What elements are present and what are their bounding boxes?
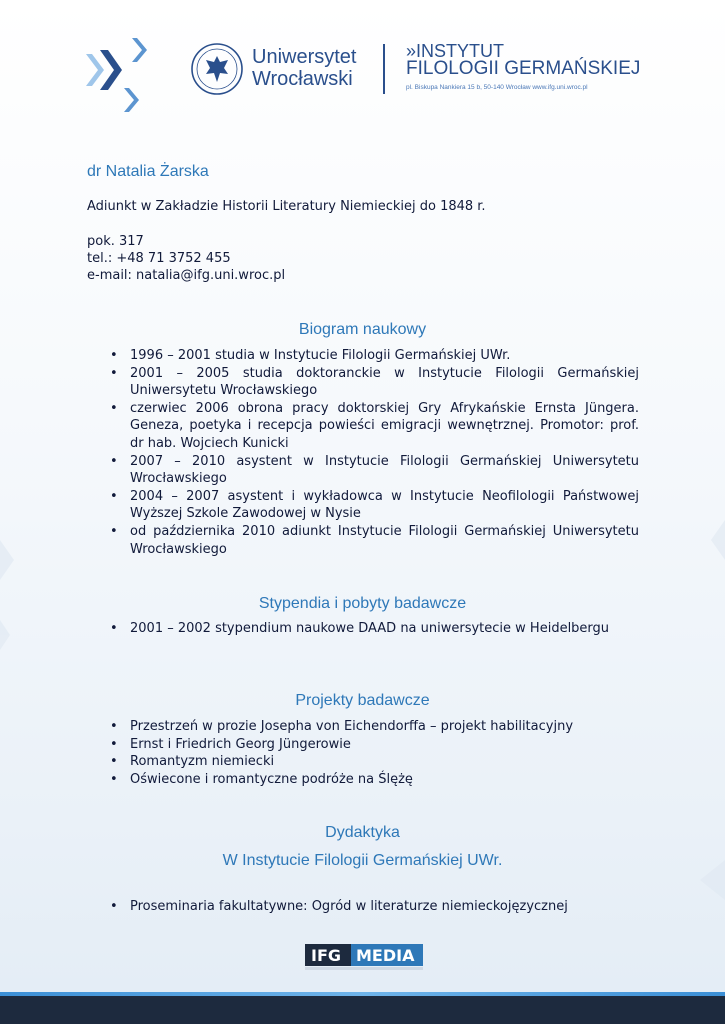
list-item-text: Oświecone i romantyczne podróże na Ślężę bbox=[130, 771, 413, 787]
bullet-icon: • bbox=[110, 736, 118, 752]
person-phone: tel.: +48 71 3752 455 bbox=[87, 251, 231, 266]
institute-address: pl. Biskupa Nankiera 15 b, 50-140 Wrocław www.ifg.uni.wroc.pl bbox=[406, 84, 588, 91]
university-name bbox=[252, 46, 356, 90]
dydaktyka-list bbox=[108, 898, 639, 916]
list-item bbox=[108, 523, 639, 558]
bullet-icon: • bbox=[110, 754, 118, 770]
list-item-text: Przestrzeń w prozie Josepha von Eichendorffa – projekt habilitacyjny bbox=[130, 719, 574, 734]
projekty-list bbox=[108, 718, 639, 788]
bullet-icon: • bbox=[110, 453, 118, 469]
institute-name-line2: FILOLOGII GERMAŃSKIEJ bbox=[406, 58, 641, 79]
section-title-dydaktyka: Dydaktyka bbox=[325, 824, 400, 841]
list-item bbox=[108, 753, 639, 771]
institute-name bbox=[406, 42, 640, 78]
logo-media-text: MEDIA bbox=[356, 946, 415, 965]
section-subtitle-dydaktyka: W Instytucie Filologii Germańskiej UWr. bbox=[222, 852, 503, 869]
list-item bbox=[108, 898, 639, 916]
person-position: Adiunkt w Zakładzie Historii Literatury Niemieckiej do 1848 r. bbox=[87, 199, 486, 214]
list-item-text: 1996 – 2001 studia w Instytucie Filologii Germańskiej UWr. bbox=[130, 348, 511, 363]
list-item-text: od października 2010 adiunkt Instytucie Filologii Germańskiej Uniwersytetu Wrocławskiego bbox=[130, 523, 639, 557]
list-item bbox=[108, 347, 639, 365]
section-title-biogram: Biogram naukowy bbox=[298, 321, 427, 338]
section-title-stypendia: Stypendia i pobyty badawcze bbox=[258, 595, 467, 612]
list-item-text: czerwiec 2006 obrona pracy doktorskiej Gry Afrykańskie Ernsta Jüngera. Geneza, poetyka i recepcja powieści emigracji wewnętrznej. Promotor: prof. dr hab. Wojciech Kunicki bbox=[130, 400, 639, 451]
page-header bbox=[0, 0, 725, 120]
person-name: dr Natalia Żarska bbox=[87, 163, 209, 180]
bullet-icon: • bbox=[110, 523, 118, 539]
list-item bbox=[108, 488, 639, 523]
section-title-projekty: Projekty badawcze bbox=[295, 692, 430, 709]
bullet-icon: • bbox=[110, 771, 118, 787]
list-item bbox=[108, 736, 639, 754]
university-name-line2: Wrocławski bbox=[252, 68, 353, 90]
ifg-media-logo bbox=[305, 944, 423, 972]
bullet-icon: • bbox=[110, 348, 118, 363]
institute-name-line1: »INSTYTUT bbox=[406, 41, 505, 61]
logo-ifg-text: IFG bbox=[311, 946, 342, 965]
list-item bbox=[108, 400, 639, 453]
bullet-icon: • bbox=[110, 365, 118, 381]
ifg-chevron-logo-icon bbox=[80, 36, 160, 112]
list-item-text: Ernst i Friedrich Georg Jüngerowie bbox=[130, 736, 351, 752]
bullet-icon: • bbox=[110, 899, 118, 914]
bullet-icon: • bbox=[110, 400, 118, 416]
list-item bbox=[108, 453, 639, 488]
list-item-text: 2001 – 2002 stypendium naukowe DAAD na uniwersytecie w Heidelbergu bbox=[130, 621, 610, 636]
bullet-icon: • bbox=[110, 488, 118, 504]
header-divider bbox=[383, 44, 385, 94]
person-email[interactable]: e-mail: natalia@ifg.uni.wroc.pl bbox=[87, 268, 286, 283]
list-item-text: 2007 – 2010 asystent w Instytucie Filologii Germańskiej Uniwersytetu Wrocławskiego bbox=[130, 453, 639, 487]
person-room: pok. 317 bbox=[87, 234, 144, 249]
biogram-list bbox=[108, 347, 639, 558]
stypendia-list bbox=[108, 620, 639, 638]
list-item-text: 2001 – 2005 studia doktoranckie w Instytucie Filologii Germańskiej Uniwersytetu Wrocławskiego bbox=[130, 365, 639, 399]
university-name-line1: Uniwersytet bbox=[252, 46, 357, 68]
list-item-text: Proseminaria fakultatywne: Ogród w literaturze niemieckojęzycznej bbox=[130, 899, 568, 914]
bullet-icon: • bbox=[110, 621, 118, 636]
list-item bbox=[108, 365, 639, 400]
list-item-text: Romantyzm niemiecki bbox=[130, 754, 275, 770]
list-item-text: 2004 – 2007 asystent i wykładowca w Instytucie Neofilologii Państwowej Wyższej Szkole Zawodowej w Nysie bbox=[130, 488, 639, 522]
bullet-icon: • bbox=[110, 719, 118, 734]
list-item bbox=[108, 771, 639, 789]
list-item bbox=[108, 718, 639, 736]
footer-bar bbox=[0, 996, 725, 1024]
list-item bbox=[108, 620, 639, 638]
university-eagle-seal-icon bbox=[190, 42, 244, 96]
